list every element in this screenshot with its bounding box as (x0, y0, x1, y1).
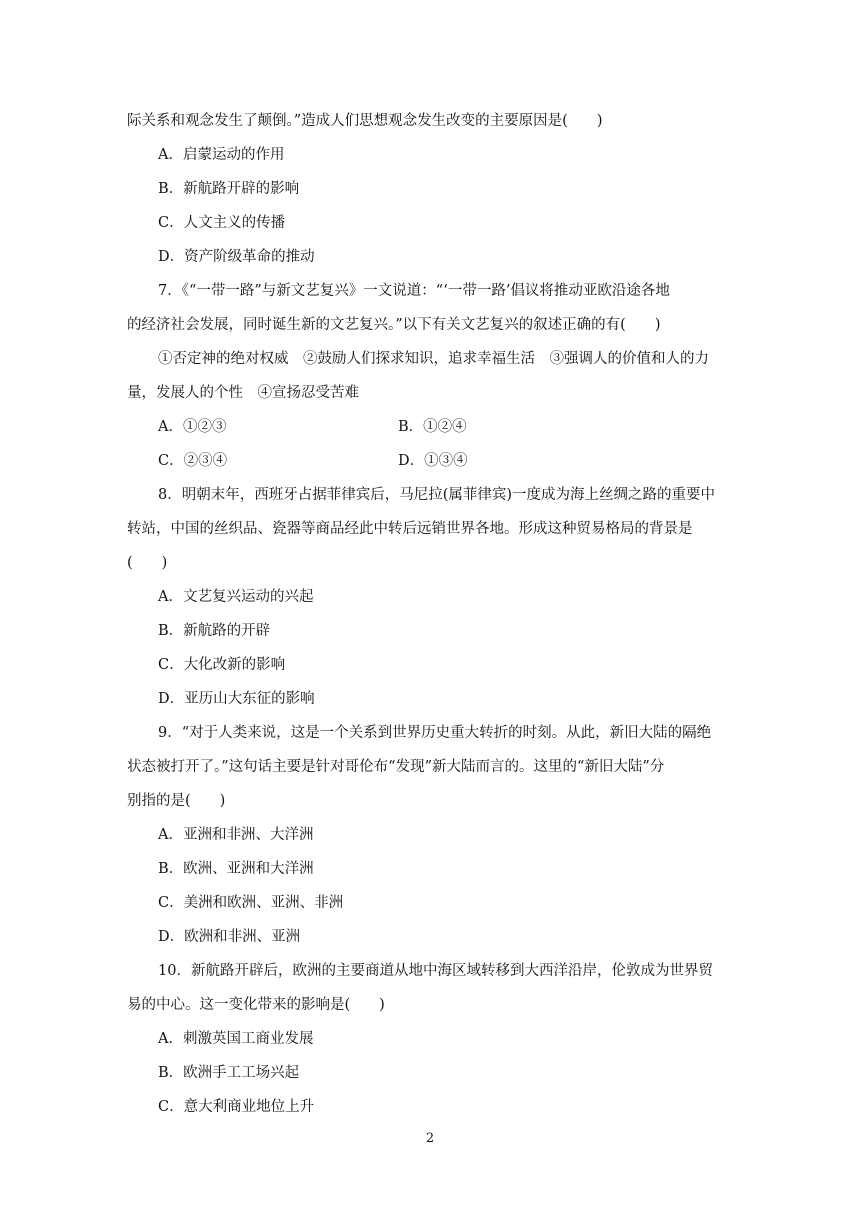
q7-option-c: C．②③④ (158, 453, 228, 469)
q6-option-b: B．新航路开辟的影响 (158, 181, 300, 197)
q7-option-d: D．①③④ (398, 453, 468, 469)
q6-stem-tail: 际关系和观念发生了颠倒。”造成人们思想观念发生改变的主要原因是( ) (127, 113, 603, 129)
q8-option-d: D．亚历山大东征的影响 (158, 691, 315, 707)
q6-option-a: A．启蒙运动的作用 (158, 147, 285, 163)
q10-stem-line1: 10．新航路开辟后，欧洲的主要商道从地中海区域转移到大西洋沿岸，伦敦成为世界贸 (158, 963, 713, 979)
q10-stem-line2: 易的中心。这一变化带来的影响是( ) (127, 997, 385, 1013)
q8-stem-line2: 转站，中国的丝织品、瓷器等商品经此中转后远销世界各地。形成这种贸易格局的背景是 (127, 521, 693, 537)
q6-option-d: D．资产阶级革命的推动 (158, 249, 315, 265)
q8-option-c: C．大化改新的影响 (158, 657, 286, 673)
q7-stem-line2: 的经济社会发展，同时诞生新的文艺复兴。”以下有关文艺复兴的叙述正确的有( ) (127, 317, 661, 333)
page-number: 2 (425, 1131, 435, 1146)
q7-option-b: B．①②④ (398, 419, 467, 435)
q8-stem-line1: 8．明朝末年，西班牙占据菲律宾后，马尼拉(属菲律宾)一度成为海上丝绸之路的重要中 (158, 487, 716, 503)
q10-option-a: A．刺激英国工商业发展 (158, 1031, 314, 1047)
q7-stem-line1: 7．《“一带一路”与新文艺复兴》一文说道：“‘一带一路’倡议将推动亚欧沿途各地 (158, 283, 670, 299)
q8-option-a: A．文艺复兴运动的兴起 (158, 589, 314, 605)
q10-option-c: C．意大利商业地位上升 (158, 1099, 315, 1115)
q7-option-a: A．①②③ (158, 419, 227, 435)
q6-option-c: C．人文主义的传播 (158, 215, 286, 231)
q10-option-b: B．欧洲手工工场兴起 (158, 1065, 300, 1081)
q7-items-line1: ①否定神的绝对权威 ②鼓励人们探求知识，追求幸福生活 ③强调人的价值和人的力 (158, 351, 709, 367)
q8-option-b: B．新航路的开辟 (158, 623, 271, 639)
q9-option-a: A．亚洲和非洲、大洋洲 (158, 827, 314, 843)
q9-stem-line3: 别指的是( ) (127, 793, 226, 809)
q9-option-c: C．美洲和欧洲、亚洲、非洲 (158, 895, 344, 911)
q9-stem-line1: 9．“对于人类来说，这是一个关系到世界历史重大转折的时刻。从此，新旧大陆的隔绝 (158, 725, 712, 741)
q9-option-b: B．欧洲、亚洲和大洋洲 (158, 861, 314, 877)
q7-items-line2: 量，发展人的个性 ④宣扬忍受苦难 (127, 385, 359, 401)
q8-stem-line3: ( ) (127, 555, 168, 571)
q9-stem-line2: 状态被打开了。”这句话主要是针对哥伦布“发现”新大陆而言的。这里的“新旧大陆”分 (127, 759, 665, 775)
q9-option-d: D．欧洲和非洲、亚洲 (158, 929, 301, 945)
